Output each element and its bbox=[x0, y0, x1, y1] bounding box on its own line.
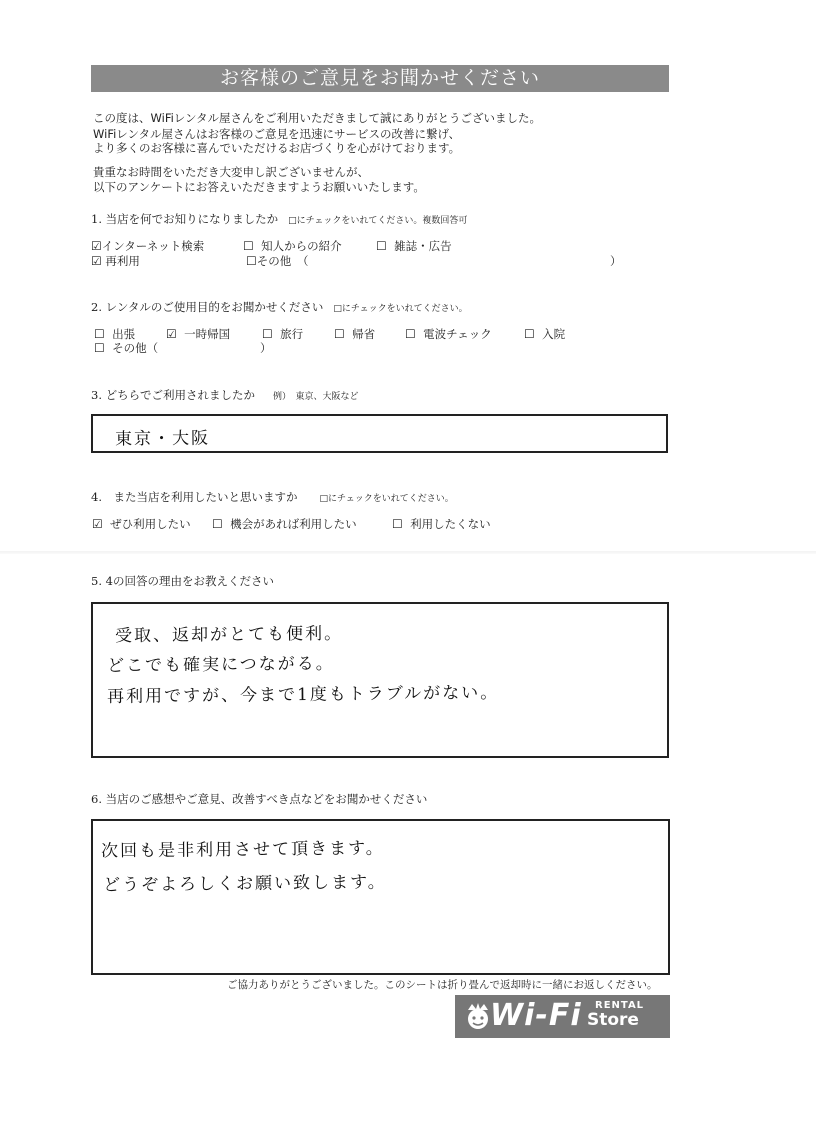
question-4 bbox=[91, 489, 454, 505]
question-2-note: □にチェックをいれてください。 bbox=[333, 304, 468, 314]
checkbox-icon[interactable]: ☐ bbox=[405, 327, 416, 341]
q2-option-business[interactable]: ☐ 出張 bbox=[94, 327, 136, 341]
q5-answer-box[interactable] bbox=[91, 602, 669, 758]
checkbox-checked-icon[interactable]: ☑ bbox=[91, 254, 102, 268]
question-5-label: 5. 4の回答の理由をお教えください bbox=[91, 574, 274, 588]
q5-answer-line: 受取、返却がとても便利。 bbox=[114, 623, 344, 647]
q1-other-close-paren: ） bbox=[610, 254, 622, 268]
checkbox-icon[interactable]: ☐ bbox=[392, 517, 403, 531]
q4-option-if-chance[interactable]: ☐ 機会があれば利用したい bbox=[212, 517, 357, 531]
q1-option-internet[interactable]: ☑インターネット検索 bbox=[91, 239, 205, 253]
checkbox-icon[interactable]: ☐ bbox=[376, 239, 387, 253]
page-title: お客様のご意見をお聞かせください bbox=[91, 65, 669, 92]
footer-note: ご協力ありがとうございました。このシートは折り畳んで返却時に一緒にお返しください。 bbox=[227, 979, 658, 991]
question-6 bbox=[91, 791, 427, 807]
logo-wifi-text: Wi-Fi bbox=[490, 998, 582, 1033]
q3-answer-box[interactable] bbox=[91, 414, 668, 453]
mascot-icon bbox=[464, 1001, 492, 1031]
checkbox-icon[interactable]: ☐ bbox=[212, 517, 223, 531]
logo-store-text: Store bbox=[587, 1010, 639, 1030]
q1-option-reuse[interactable]: ☑ 再利用 bbox=[91, 254, 140, 268]
q1-option-magazine[interactable]: ☐ 雑誌・広告 bbox=[376, 239, 452, 253]
intro-line-2: WiFiレンタル屋さんはお客様のご意見を迅速にサービスの改善に繋げ、 bbox=[93, 127, 461, 141]
checkbox-icon[interactable]: ☐ bbox=[243, 239, 254, 253]
question-5 bbox=[91, 573, 274, 589]
checkbox-icon[interactable]: ☐ bbox=[246, 254, 257, 268]
q3-answer-text: 東京・大阪 bbox=[114, 428, 211, 450]
q2-option-signal-check[interactable]: ☐ 電波チェック bbox=[405, 327, 492, 341]
checkbox-checked-icon[interactable]: ☑ bbox=[166, 327, 177, 341]
q1-option-other[interactable]: ☐その他 （ bbox=[246, 254, 309, 268]
q2-option-hospital[interactable]: ☐ 入院 bbox=[524, 327, 566, 341]
wifi-rental-store-logo bbox=[455, 995, 670, 1038]
q2-option-homecoming[interactable]: ☐ 帰省 bbox=[334, 327, 376, 341]
logo-rental-text: RENTAL bbox=[595, 1000, 645, 1011]
question-2 bbox=[91, 299, 468, 315]
checkbox-checked-icon[interactable]: ☑ bbox=[92, 517, 103, 531]
q5-answer-line: どこでも確実につながる。 bbox=[106, 653, 335, 677]
q2-option-travel[interactable]: ☐ 旅行 bbox=[262, 327, 304, 341]
q4-option-no[interactable]: ☐ 利用したくない bbox=[392, 517, 491, 531]
q6-answer-line: 次回も是非利用させて頂きます。 bbox=[100, 838, 385, 862]
q4-option-definitely[interactable]: ☑ ぜひ利用したい bbox=[92, 517, 191, 531]
question-6-label: 6. 当店のご感想やご意見、改善すべき点などをお聞かせください bbox=[91, 792, 428, 806]
question-3 bbox=[91, 387, 359, 403]
q5-answer-line: 再利用ですが、今まで1度もトラブルがない。 bbox=[106, 682, 500, 708]
question-3-example: 例） 東京、大阪など bbox=[273, 392, 359, 402]
intro-line-4: 貴重なお時間をいただき大変申し訳ございませんが、 bbox=[93, 165, 369, 179]
question-2-label: 2. レンタルのご使用目的をお聞かせください bbox=[91, 300, 324, 314]
question-3-label: 3. どちらでご利用されましたか bbox=[91, 388, 256, 402]
checkbox-icon[interactable]: ☐ bbox=[262, 327, 273, 341]
q6-answer-box[interactable] bbox=[91, 819, 670, 975]
checkbox-checked-icon[interactable]: ☑ bbox=[91, 239, 102, 253]
question-1-note: □にチェックをいれてください。複数回答可 bbox=[288, 216, 468, 226]
intro-line-1: この度は、WiFiレンタル屋さんをご利用いただきまして誠にありがとうございました。 bbox=[93, 111, 542, 125]
intro-line-5: 以下のアンケートにお答えいただきますようお願いいたします。 bbox=[93, 180, 425, 194]
scan-artifact-line bbox=[0, 551, 816, 554]
checkbox-icon[interactable]: ☐ bbox=[94, 341, 105, 355]
q6-answer-line: どうぞよろしくお願い致します。 bbox=[102, 872, 387, 896]
q2-option-other[interactable]: ☐ その他（ bbox=[94, 341, 159, 355]
q1-option-referral[interactable]: ☐ 知人からの紹介 bbox=[243, 239, 342, 253]
question-4-label: 4. また当店を利用したいと思いますか bbox=[91, 490, 298, 504]
question-1 bbox=[91, 211, 467, 227]
question-4-note: □にチェックをいれてください。 bbox=[319, 494, 454, 504]
intro-line-3: より多くのお客様に喜んでいただけるお店づくりを心がけております。 bbox=[93, 141, 461, 155]
question-1-label: 1. 当店を何でお知りになりましたか bbox=[91, 212, 279, 226]
q2-option-temporary-return[interactable]: ☑ 一時帰国 bbox=[166, 327, 231, 341]
q2-other-close-paren: ） bbox=[260, 341, 272, 355]
checkbox-icon[interactable]: ☐ bbox=[524, 327, 535, 341]
checkbox-icon[interactable]: ☐ bbox=[94, 327, 105, 341]
checkbox-icon[interactable]: ☐ bbox=[334, 327, 345, 341]
